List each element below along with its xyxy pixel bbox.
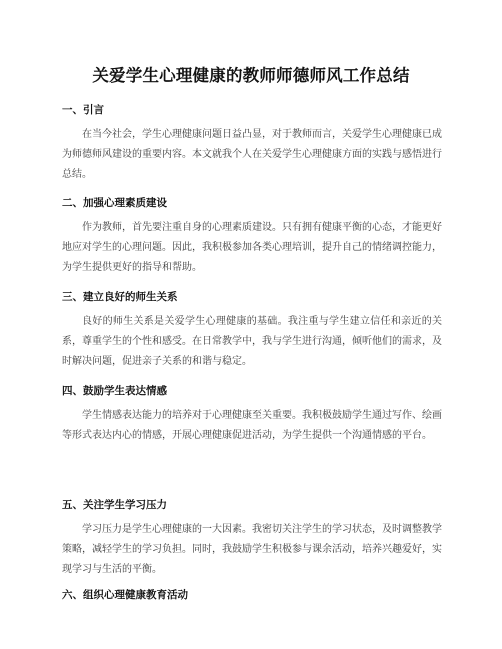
- section-paragraph: 学习压力是学生心理健康的一大因素。我密切关注学生的学习状态，及时调整教学策略，减轻学生的学习负担。同时，我鼓励学生积极参与课余活动，培养兴趣爱好，实现学习与生活的平衡。: [62, 524, 442, 575]
- section-heading: 五、关注学生学习压力: [62, 499, 167, 511]
- section-paragraph: 学生情感表达能力的培养对于心理健康至关重要。我积极鼓励学生通过写作、绘画等形式表达内心的情感，开展心理健康促进活动，为学生提供一个沟通情感的平台。: [62, 410, 442, 441]
- section-mental-health-activities: [62, 588, 442, 602]
- section-heading: 六、组织心理健康教育活动: [62, 589, 188, 601]
- document-title: 关爱学生心理健康的教师师德师风工作总结: [92, 66, 410, 85]
- section-heading: 一、引言: [62, 104, 104, 116]
- section-introduction: [62, 103, 442, 185]
- section-paragraph: 良好的师生关系是关爱学生心理健康的基础。我注重与学生建立信任和亲近的关系，尊重学生的个性和感受。在日常教学中，我与学生进行沟通，倾听他们的需求，及时解决问题，促进亲子关系的和谐与稳定。: [62, 316, 442, 367]
- section-teacher-student-relationship: [62, 290, 442, 372]
- section-paragraph: 作为教师，首先要注重自身的心理素质建设。只有拥有健康平衡的心态，才能更好地应对学生的心理问题。因此，我积极参加各类心理培训，提升自己的情绪调控能力，为学生提供更好的指导和帮助。: [62, 222, 442, 273]
- section-psychological-quality: [62, 196, 442, 278]
- section-learning-pressure: [62, 498, 442, 580]
- section-heading: 二、加强心理素质建设: [62, 197, 167, 209]
- section-heading: 三、建立良好的师生关系: [62, 291, 178, 303]
- section-emotional-expression: [62, 384, 442, 446]
- section-heading: 四、鼓励学生表达情感: [62, 385, 167, 397]
- section-paragraph: 在当今社会，学生心理健康问题日益凸显，对于教师而言，关爱学生心理健康已成为师德师风建设的重要内容。本文就我个人在关爱学生心理健康方面的实践与感悟进行总结。: [62, 129, 442, 180]
